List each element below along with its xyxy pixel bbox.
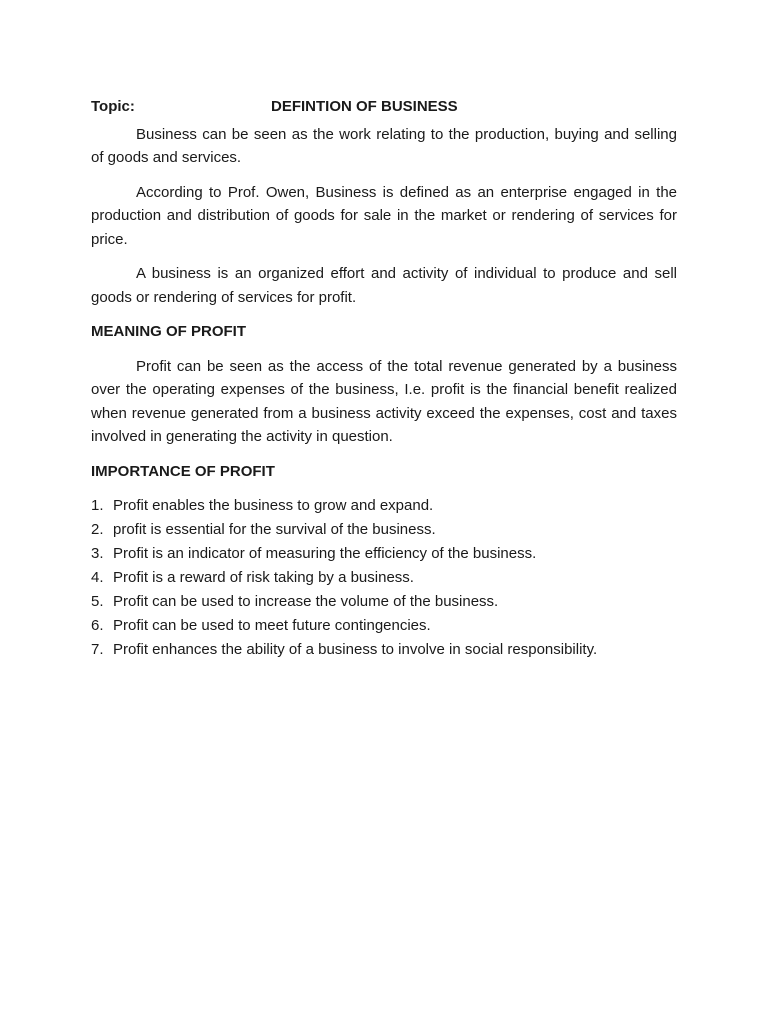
list-number: 4.: [91, 569, 104, 586]
topic-line: [91, 95, 677, 119]
list-item: [91, 494, 677, 518]
document-page: [91, 95, 677, 662]
meaning-heading: MEANING OF PROFIT: [91, 323, 246, 340]
list-item: [91, 566, 677, 590]
list-item: [91, 638, 677, 662]
list-text: Profit is a reward of risk taking by a business.: [113, 569, 414, 586]
meaning-paragraph: Profit can be seen as the access of the total revenue generated by a business over the operating expenses of the business, I.e. profit is the financial benefit realized when revenue generated from a business activity exceed the expenses, cost and taxes involved in generating the activity in question.: [91, 357, 677, 445]
list-text: Profit is an indicator of measuring the efficiency of the business.: [113, 545, 537, 562]
topic-label: Topic:: [91, 98, 135, 115]
importance-list: [91, 494, 677, 662]
definition-paragraph-1: Business can be seen as the work relating to the production, buying and selling of goods and services.: [91, 125, 677, 166]
definition-paragraph-2: According to Prof. Owen, Business is defined as an enterprise engaged in the production and distribution of goods for sale in the market or rendering of services for price.: [91, 183, 677, 248]
list-text: Profit can be used to increase the volume of the business.: [113, 593, 499, 610]
list-number: 1.: [91, 497, 104, 514]
list-text: profit is essential for the survival of the business.: [113, 521, 436, 538]
list-text: Profit enables the business to grow and expand.: [113, 497, 434, 514]
list-item: [91, 590, 677, 614]
list-text: Profit can be used to meet future contingencies.: [113, 617, 431, 634]
list-number: 7.: [91, 641, 104, 658]
definition-paragraph-3: A business is an organized effort and activity of individual to produce and sell goods or rendering of services for profit.: [91, 265, 677, 306]
list-number: 3.: [91, 545, 104, 562]
list-number: 6.: [91, 617, 104, 634]
list-number: 5.: [91, 593, 104, 610]
list-number: 2.: [91, 521, 104, 538]
list-item: [91, 542, 677, 566]
list-text: Profit enhances the ability of a business to involve in social responsibility.: [113, 641, 598, 658]
list-item: [91, 518, 677, 542]
topic-title: DEFINTION OF BUSINESS: [271, 98, 458, 115]
list-item: [91, 614, 677, 638]
importance-heading: IMPORTANCE OF PROFIT: [91, 462, 275, 480]
